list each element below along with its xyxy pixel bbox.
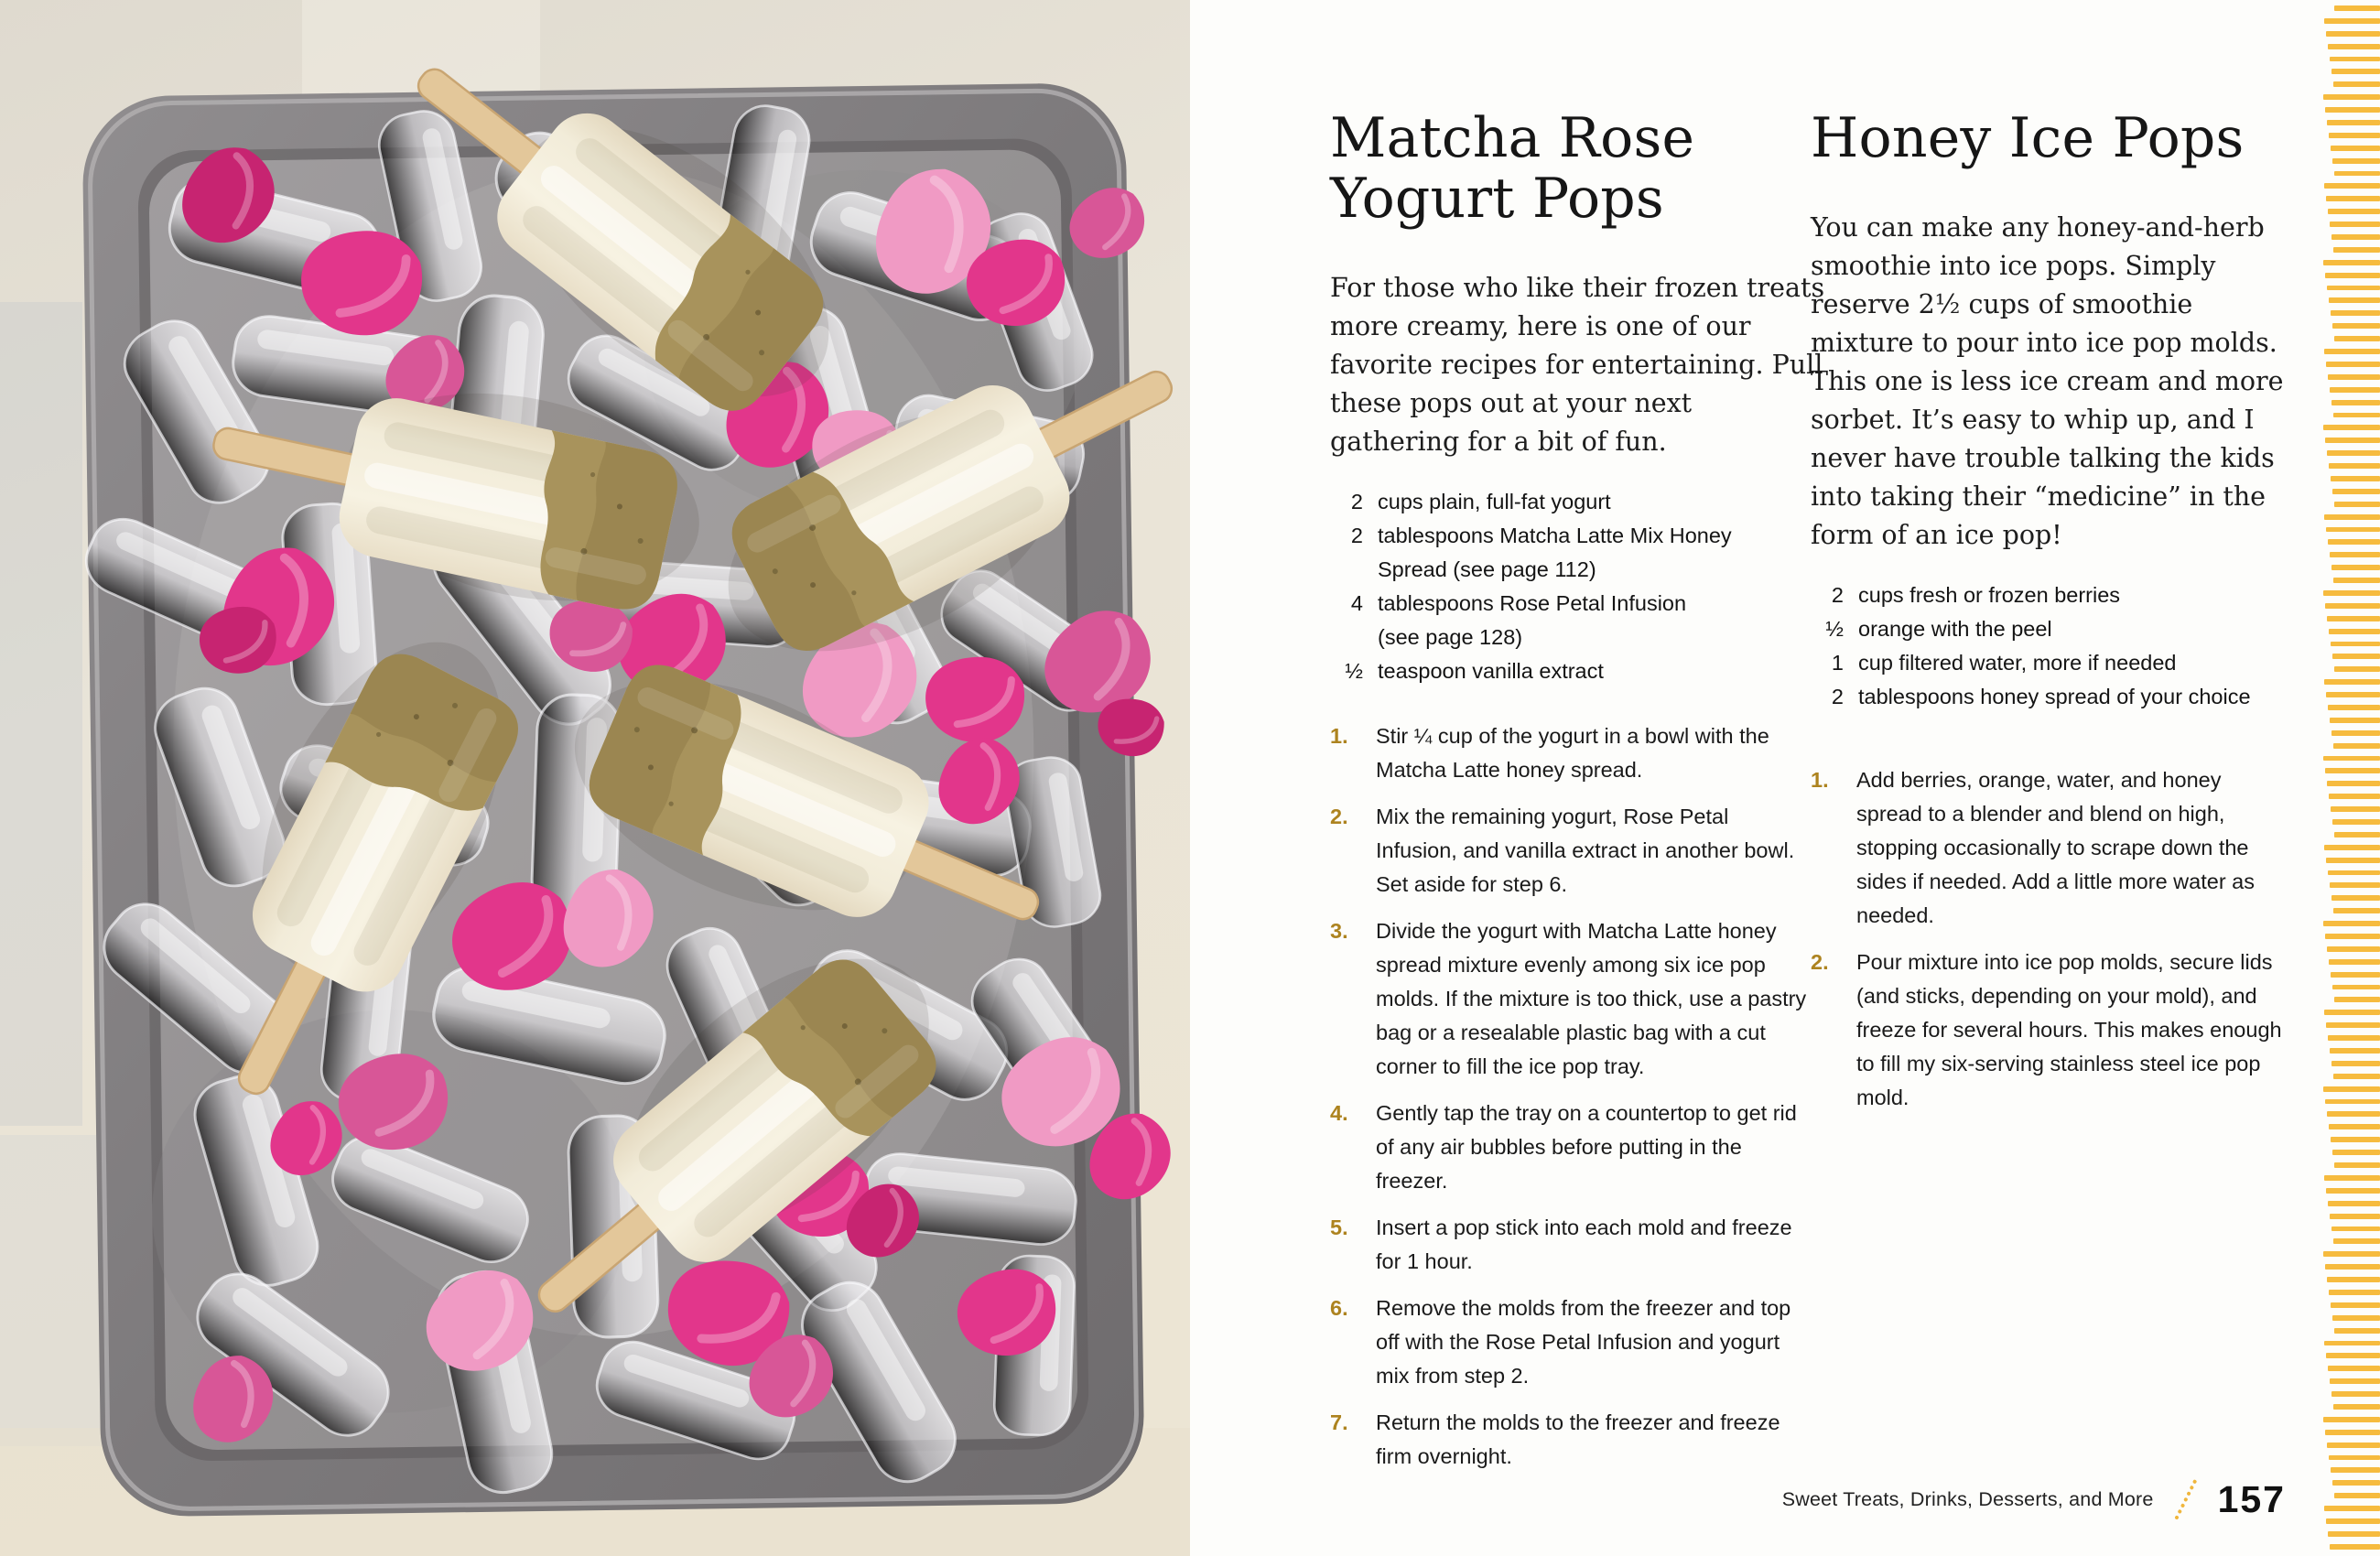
stripe bbox=[2328, 1531, 2380, 1537]
recipe-step bbox=[1330, 1291, 1829, 1393]
stripe bbox=[2331, 310, 2380, 316]
stripe bbox=[2329, 133, 2380, 138]
stripe bbox=[2329, 463, 2380, 469]
stripe bbox=[2334, 1162, 2380, 1168]
stripe bbox=[2333, 81, 2380, 87]
stripe bbox=[2331, 400, 2380, 405]
ingredient-row bbox=[1811, 578, 2288, 612]
dotted-slash-icon bbox=[2172, 1475, 2200, 1523]
stripe bbox=[2326, 1188, 2380, 1194]
recipe-step bbox=[1330, 914, 1829, 1084]
step-number: 6. bbox=[1330, 1296, 1348, 1320]
stripe bbox=[2324, 845, 2380, 850]
ingredient-row bbox=[1330, 654, 1829, 688]
right-recipe-column bbox=[1811, 108, 2288, 1128]
step-text: Stir ¼ cup of the yogurt in a bowl with the Matcha Latte honey spread. bbox=[1376, 724, 1769, 782]
ingredient-quantity: 2 bbox=[1350, 524, 1363, 547]
ingredient-quantity: ½ bbox=[1345, 659, 1363, 683]
stripe bbox=[2334, 5, 2380, 11]
stripe bbox=[2334, 666, 2380, 672]
stripe bbox=[2328, 539, 2380, 545]
stripe bbox=[2323, 921, 2380, 926]
ingredient-text: tablespoons Matcha Latte Mix Honey Spread (see page 112) bbox=[1378, 524, 1732, 581]
stripe bbox=[2331, 565, 2380, 570]
stripe bbox=[2324, 18, 2380, 24]
recipe-step bbox=[1330, 719, 1829, 787]
stripe bbox=[2324, 349, 2380, 354]
stripe bbox=[2326, 1518, 2380, 1524]
stripe bbox=[2326, 1353, 2380, 1358]
stripe bbox=[2331, 1467, 2380, 1473]
ingredient-text: tablespoons Rose Petal Infusion (see page 128) bbox=[1378, 591, 1687, 649]
left-step-list bbox=[1330, 719, 1829, 1474]
stripe bbox=[2332, 654, 2380, 659]
stripe bbox=[2328, 870, 2380, 876]
right-recipe-intro: You can make any honey-and-herb smoothie into ice pops. Simply reserve 2½ cups of smoothie mixture to pour into ice pop molds. This one is less ice cream and more sorbet. It’s easy to whip up, and I never have trouble talking the kids into taking their “medicine” in the form of an ice pop! bbox=[1811, 212, 2284, 550]
ingredient-text: tablespoons honey spread of your choice bbox=[1858, 685, 2251, 708]
stripe bbox=[2325, 1430, 2380, 1435]
stripe bbox=[2323, 94, 2380, 100]
stripe bbox=[2323, 260, 2380, 265]
stripe bbox=[2324, 183, 2380, 189]
stripe bbox=[2332, 819, 2380, 825]
stripe bbox=[2332, 489, 2380, 494]
page-number: 157 bbox=[2217, 1477, 2286, 1520]
left-recipe-column bbox=[1330, 108, 1829, 1486]
stripe bbox=[2327, 1111, 2380, 1117]
step-text: Mix the remaining yogurt, Rose Petal Infusion, and vanilla extract in another bowl. Set aside for step 6. bbox=[1376, 805, 1795, 896]
stripe bbox=[2330, 387, 2380, 393]
ingredient-row bbox=[1811, 646, 2288, 680]
step-number: 7. bbox=[1330, 1410, 1348, 1434]
step-text: Remove the molds from the freezer and top off with the Rose Petal Infusion and yogurt mix from step 2. bbox=[1376, 1296, 1791, 1388]
left-recipe-intro: For those who like their frozen treats more creamy, here is one of our favorite recipes for entertaining. Pull these pops out at your next gathering for a bit of fun. bbox=[1330, 273, 1825, 457]
stripe bbox=[2331, 1137, 2380, 1142]
stripe bbox=[2329, 1455, 2380, 1461]
recipe-step bbox=[1330, 1406, 1829, 1474]
stripe bbox=[2329, 297, 2380, 303]
ingredient-row bbox=[1330, 519, 1829, 587]
stripe bbox=[2334, 336, 2380, 341]
stripe bbox=[2326, 31, 2380, 37]
recipe-step bbox=[1811, 763, 2288, 933]
ingredient-text: orange with the peel bbox=[1858, 617, 2052, 641]
stripe bbox=[2329, 629, 2380, 634]
stripe bbox=[2332, 985, 2380, 990]
stripe bbox=[2325, 934, 2380, 939]
step-number: 4. bbox=[1330, 1101, 1348, 1125]
stripe bbox=[2330, 882, 2380, 888]
stripe bbox=[2325, 273, 2380, 278]
stripe bbox=[2331, 476, 2380, 481]
stripe bbox=[2330, 57, 2380, 62]
stripe bbox=[2331, 806, 2380, 812]
stripe bbox=[2332, 323, 2380, 329]
ingredient-row bbox=[1811, 612, 2288, 646]
footer-section-title: Sweet Treats, Drinks, Desserts, and More bbox=[1781, 1487, 2154, 1510]
stripe bbox=[2334, 832, 2380, 837]
stripe bbox=[2323, 1251, 2380, 1257]
step-number: 2. bbox=[1330, 805, 1348, 828]
step-number: 5. bbox=[1330, 1216, 1348, 1239]
stripe bbox=[2334, 502, 2380, 507]
page-footer bbox=[1782, 1475, 2286, 1523]
recipe-step bbox=[1811, 945, 2288, 1115]
stripe bbox=[2327, 616, 2380, 621]
stripe bbox=[2323, 1086, 2380, 1092]
stripe bbox=[2328, 705, 2380, 710]
step-text: Pour mixture into ice pop molds, secure lids (and sticks, depending on your mold), and freeze for several hours. This makes enough to fill my six-serving stainless steel ice pop mold. bbox=[1856, 950, 2282, 1109]
stripe bbox=[2330, 718, 2380, 723]
stripe bbox=[2329, 1290, 2380, 1295]
stripe bbox=[2334, 171, 2380, 177]
stripe bbox=[2333, 743, 2380, 749]
stripe bbox=[2328, 374, 2380, 380]
stripe bbox=[2324, 679, 2380, 685]
step-text: Insert a pop stick into each mold and freeze for 1 hour. bbox=[1376, 1216, 1792, 1273]
recipe-step bbox=[1330, 1211, 1829, 1279]
stripe bbox=[2334, 1493, 2380, 1498]
stripe bbox=[2324, 1175, 2380, 1181]
ingredient-quantity: 2 bbox=[1831, 685, 1844, 708]
stripe bbox=[2327, 1277, 2380, 1282]
stripe bbox=[2330, 1048, 2380, 1054]
stripe bbox=[2324, 1010, 2380, 1015]
stripe bbox=[2331, 1391, 2380, 1397]
stripe bbox=[2332, 1150, 2380, 1155]
stripe bbox=[2327, 1443, 2380, 1448]
ingredient-text: cups fresh or frozen berries bbox=[1858, 583, 2121, 607]
step-text: Return the molds to the freezer and freeze firm overnight. bbox=[1376, 1410, 1780, 1468]
ingredient-text: cups plain, full-fat yogurt bbox=[1378, 490, 1611, 513]
stripe bbox=[2329, 959, 2380, 965]
stripe bbox=[2328, 209, 2380, 214]
stripe bbox=[2324, 1506, 2380, 1511]
stripe bbox=[2333, 1238, 2380, 1244]
stripe bbox=[2330, 552, 2380, 557]
stripe bbox=[2333, 1404, 2380, 1410]
ingredient-text: cup filtered water, more if needed bbox=[1858, 651, 2177, 675]
stripe bbox=[2325, 603, 2380, 609]
stripe bbox=[2324, 1341, 2380, 1346]
right-ingredient-list bbox=[1811, 578, 2288, 714]
stripe bbox=[2332, 1315, 2380, 1321]
stripe bbox=[2333, 1074, 2380, 1079]
ingredient-quantity: 4 bbox=[1350, 591, 1363, 615]
stripe bbox=[2331, 730, 2380, 736]
stripe bbox=[2333, 413, 2380, 418]
stripe bbox=[2325, 438, 2380, 443]
ingredient-quantity: ½ bbox=[1825, 617, 1844, 641]
stripe bbox=[2327, 946, 2380, 952]
ingredient-row bbox=[1330, 485, 1829, 519]
step-number: 1. bbox=[1330, 724, 1348, 748]
stripe bbox=[2330, 1378, 2380, 1384]
ingredient-quantity: 2 bbox=[1350, 490, 1363, 513]
stripe bbox=[2327, 781, 2380, 786]
stripe bbox=[2325, 768, 2380, 773]
stripe bbox=[2325, 107, 2380, 113]
stripe bbox=[2328, 1366, 2380, 1371]
stripe bbox=[2323, 425, 2380, 430]
stripe bbox=[2332, 1480, 2380, 1486]
left-title-line1: Matcha Rose bbox=[1330, 106, 1695, 170]
stripe bbox=[2328, 1201, 2380, 1206]
stripe bbox=[2329, 794, 2380, 799]
stripe bbox=[2331, 69, 2380, 74]
stripe bbox=[2326, 362, 2380, 367]
stripe bbox=[2326, 196, 2380, 201]
stripe bbox=[2325, 1099, 2380, 1105]
stripe bbox=[2330, 222, 2380, 227]
stripe bbox=[2327, 450, 2380, 456]
stripe bbox=[2331, 1061, 2380, 1066]
stripe bbox=[2333, 578, 2380, 583]
right-step-list bbox=[1811, 763, 2288, 1115]
stripe bbox=[2331, 146, 2380, 151]
stripe bbox=[2334, 997, 2380, 1002]
stripe bbox=[2333, 908, 2380, 913]
stripe bbox=[2333, 247, 2380, 253]
stripe bbox=[2327, 286, 2380, 291]
stripe bbox=[2326, 1022, 2380, 1028]
recipe-step bbox=[1330, 800, 1829, 902]
stripe bbox=[2332, 158, 2380, 164]
stripe bbox=[2328, 44, 2380, 49]
stripe bbox=[2331, 1226, 2380, 1232]
step-number: 2. bbox=[1811, 950, 1829, 974]
stripe bbox=[2329, 1124, 2380, 1129]
stripe bbox=[2331, 1302, 2380, 1308]
stripe bbox=[2326, 692, 2380, 697]
ingredient-row bbox=[1811, 680, 2288, 714]
stripe bbox=[2331, 895, 2380, 901]
ingredient-quantity: 1 bbox=[1831, 651, 1844, 675]
stripe bbox=[2331, 234, 2380, 240]
stripe bbox=[2326, 858, 2380, 863]
step-number: 1. bbox=[1811, 768, 1829, 792]
stripe bbox=[2327, 120, 2380, 125]
ingredient-row bbox=[1330, 587, 1829, 654]
stripe bbox=[2334, 1328, 2380, 1334]
decorative-stripe-rail bbox=[2320, 0, 2380, 1556]
stripe bbox=[2330, 1214, 2380, 1219]
step-number: 3. bbox=[1330, 919, 1348, 943]
stripe bbox=[2330, 1544, 2380, 1550]
stripe bbox=[2323, 590, 2380, 596]
left-ingredient-list bbox=[1330, 485, 1829, 688]
stripe bbox=[2323, 1417, 2380, 1422]
stripe bbox=[2326, 527, 2380, 533]
recipe-step bbox=[1330, 1097, 1829, 1198]
step-text: Gently tap the tray on a countertop to get rid of any air bubbles before putting in the freezer. bbox=[1376, 1101, 1797, 1193]
stripe bbox=[2331, 642, 2380, 647]
stripe bbox=[2328, 1035, 2380, 1041]
stripe bbox=[2323, 756, 2380, 762]
stripe bbox=[2325, 1264, 2380, 1270]
right-recipe-title: Honey Ice Pops bbox=[1811, 106, 2245, 170]
ingredient-text: teaspoon vanilla extract bbox=[1378, 659, 1604, 683]
ingredient-quantity: 2 bbox=[1831, 583, 1844, 607]
stripe bbox=[2324, 514, 2380, 520]
step-text: Divide the yogurt with Matcha Latte honey spread mixture evenly among six ice pop molds. If the mixture is too thick, use a pastry bag or a resealable plastic bag with a cut corner to fill the ice pop tray. bbox=[1376, 919, 1807, 1078]
step-text: Add berries, orange, water, and honey spread to a blender and blend on high, stopping occasionally to scrape down the sides if needed. Add a little more water as needed. bbox=[1856, 768, 2255, 927]
stripe bbox=[2331, 972, 2380, 978]
left-recipe-title bbox=[1330, 108, 1829, 229]
left-title-line2: Yogurt Pops bbox=[1330, 167, 1664, 231]
